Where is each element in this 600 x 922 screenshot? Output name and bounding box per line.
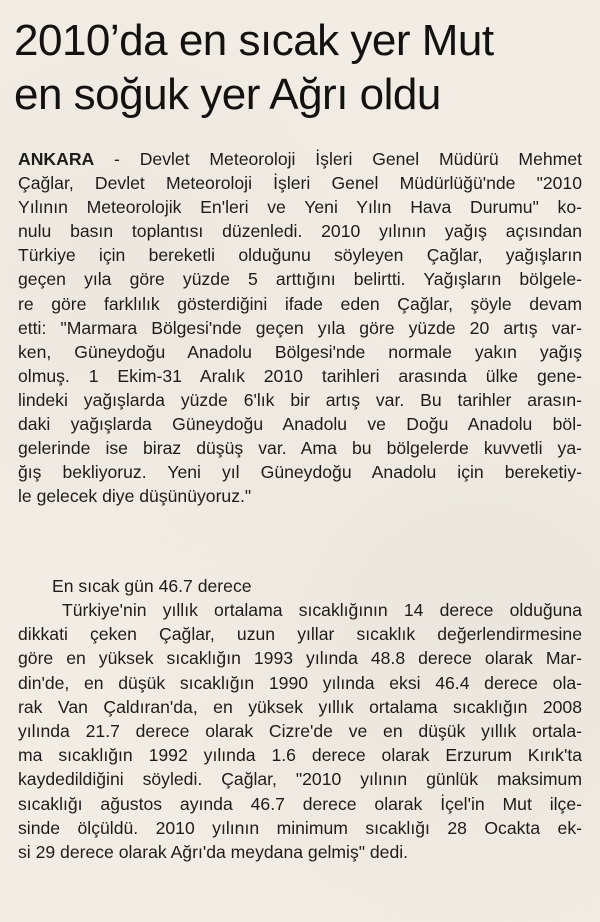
article-line: Türkiye'nin yıllık ortalama sıcaklığının 14 derece olduğuna [62, 600, 582, 620]
article-line: nulu basın toplantısı düzenledi. 2010 yılının yağış açısından [18, 221, 582, 242]
article-line: Türkiye için bereketli olduğunu söyleyen Çağlar, yağışların [18, 245, 582, 266]
article-line: sıcaklığı ağustos ayında 46.7 derece olarak İçel'in Mut ilçe- [18, 793, 582, 814]
headline-line-2: en soğuk yer Ağrı oldu [14, 70, 441, 119]
article-line: gelerinde ise biraz düşüş var. Ama bu bölgelerde kuvvetli ya- [18, 438, 582, 459]
headline [14, 14, 594, 122]
article-line: Çağlar, Devlet Meteoroloji İşleri Genel Müdürlüğü'nde "2010 [18, 173, 582, 194]
article-line: yılında 21.7 derece olarak Cizre'de ve en düşük yıllık ortala- [18, 721, 582, 742]
article-line: olmuş. 1 Ekim-31 Aralık 2010 tarihleri arasında ülke gene- [18, 365, 582, 386]
article-line: ğış bekliyoruz. Yeni yıl Güneydoğu Anadolu için bereketiy- [18, 462, 582, 483]
article-line-text: - Devlet Meteoroloji İşleri Genel Müdürü Mehmet [114, 149, 582, 169]
headline-line-1: 2010’da en sıcak yer Mut [14, 16, 494, 65]
dateline: ANKARA [18, 149, 95, 169]
article-line: daki yağışlarda Güneydoğu Anadolu ve Doğu Anadolu böl- [18, 414, 582, 435]
article-line: Yılının Meteorolojik En'leri ve Yeni Yılın Hava Durumu" ko- [18, 197, 582, 218]
article-line: lindeki yağışlarda yüzde 6'lık bir artış var. Bu tarihler arasın- [18, 389, 582, 410]
article-line [18, 147, 582, 171]
article-line: din'de, en düşük sıcaklığın 1990 yılında eksi 46.4 derece ola- [18, 672, 582, 693]
article-line: ma sıcaklığın 1992 yılında 1.6 derece olarak Erzurum Kırık'ta [18, 745, 582, 766]
article-line: dikkati çeken Çağlar, uzun yıllar sıcaklık değerlendirmesine [18, 624, 582, 645]
article-line: kaydedildiğini söyledi. Çağlar, "2010 yılının günlük maksimum [18, 769, 582, 790]
article-line: etti: "Marmara Bölgesi'nde geçen yıla göre yüzde 20 artış var- [18, 317, 582, 338]
subheading: En sıcak gün 46.7 derece [52, 576, 252, 596]
article-line: rak Van Çaldıran'da, en yüksek yıllık ortalama sıcaklığın 2008 [18, 696, 582, 717]
article-line: si 29 derece olarak Ağrı'da meydana gelmiş" dedi. [18, 842, 409, 863]
article-line: geçen yıla göre yüzde 5 arttığını belirtti. Yağışların bölgele- [18, 269, 582, 290]
article-line: ken, Güneydoğu Anadolu Bölgesi'nde normale yakın yağış [18, 341, 582, 362]
article-line: le gelecek diye düşünüyoruz." [18, 486, 252, 507]
article-line: göre en yüksek sıcaklığın 1993 yılında 48.8 derece olarak Mar- [18, 648, 582, 669]
article-line: sinde ölçüldü. 2010 yılının minimum sıcaklığı 28 Ocakta ek- [18, 817, 582, 838]
article-line: re göre farklılık gösterdiğini ifade eden Çağlar, şöyle devam [18, 293, 582, 314]
article-body-paragraph-2 [18, 598, 582, 864]
article-body-paragraph-1 [18, 147, 582, 508]
